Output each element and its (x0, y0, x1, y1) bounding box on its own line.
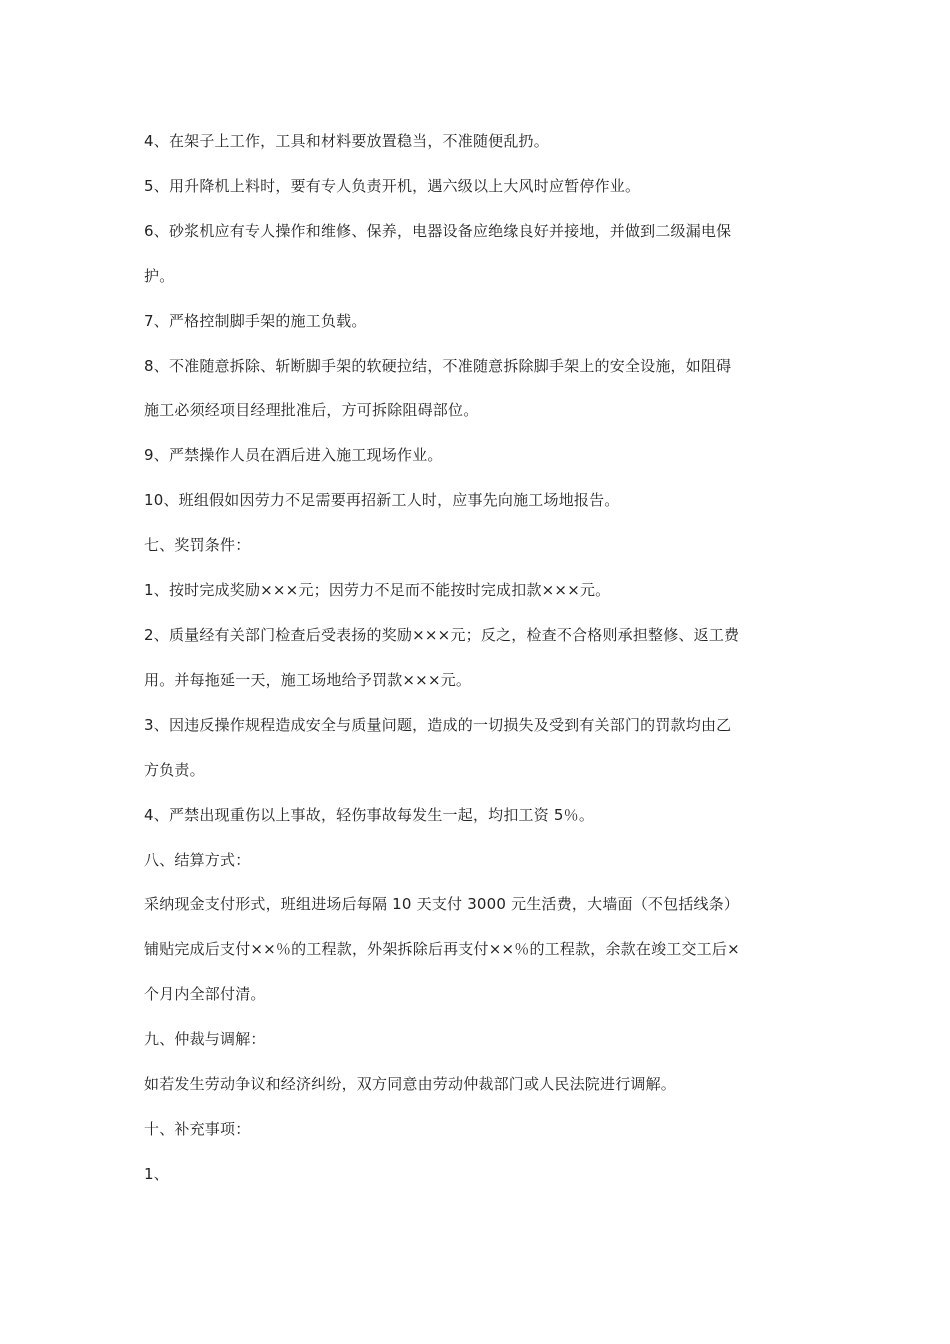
text-line: 2、质量经有关部门检查后受表扬的奖励×××元；反之，检查不合格则承担整修、返工费 (144, 625, 740, 644)
text-line: 护。 (144, 266, 175, 285)
text-line: 8、不准随意拆除、斩断脚手架的软硬拉结，不准随意拆除脚手架上的安全设施，如阻碍 (144, 356, 732, 375)
text-line: 铺贴完成后支付××％的工程款，外架拆除后再支付××％的工程款，余款在竣工交工后× (144, 940, 740, 959)
text-line: 4、在架子上工作，工具和材料要放置稳当，不准随便乱扔。 (144, 132, 549, 150)
text-line: 1、按时完成奖励×××元；因劳力不足而不能按时完成扣款×××元。 (144, 581, 611, 600)
text-line: 4、严禁出现重伤以上事故，轻伤事故每发生一起，均扣工资 5％。 (144, 805, 595, 824)
section-heading: 九、仲裁与调解： (144, 1030, 266, 1049)
text-line: 方负责。 (144, 760, 205, 779)
text-line: 采纳现金支付形式，班组进场后每隔 10 天支付 3000 元生活费，大墙面（不包括线条） (144, 895, 740, 914)
text-line: 6、砂浆机应有专人操作和维修、保养，电器设备应绝缘良好并接地，并做到二级漏电保 (144, 221, 732, 240)
text-line: 9、严禁操作人员在酒后进入施工现场作业。 (144, 446, 443, 465)
text-line: 如若发生劳动争议和经济纠纷，双方同意由劳动仲裁部门或人民法院进行调解。 (144, 1075, 677, 1094)
text-line: 7、严格控制脚手架的施工负载。 (144, 311, 367, 330)
text-line: 1、 (144, 1164, 169, 1183)
text-line: 5、用升降机上料时，要有专人负责开机，遇六级以上大风时应暂停作业。 (144, 176, 641, 195)
section-heading: 十、补充事项： (144, 1119, 251, 1138)
text-line: 10、班组假如因劳力不足需要再招新工人时，应事先向施工场地报告。 (144, 491, 620, 510)
document-body (144, 119, 814, 1197)
section-heading: 七、奖罚条件： (144, 536, 251, 555)
section-heading: 八、结算方式： (144, 850, 251, 869)
text-line: 施工必须经项目经理批准后，方可拆除阻碍部位。 (144, 401, 479, 420)
text-line: 用。并每拖延一天，施工场地给予罚款×××元。 (144, 670, 472, 689)
text-line: 3、因违反操作规程造成安全与质量问题，造成的一切损失及受到有关部门的罚款均由乙 (144, 715, 732, 734)
text-line: 个月内全部付清。 (144, 985, 266, 1004)
